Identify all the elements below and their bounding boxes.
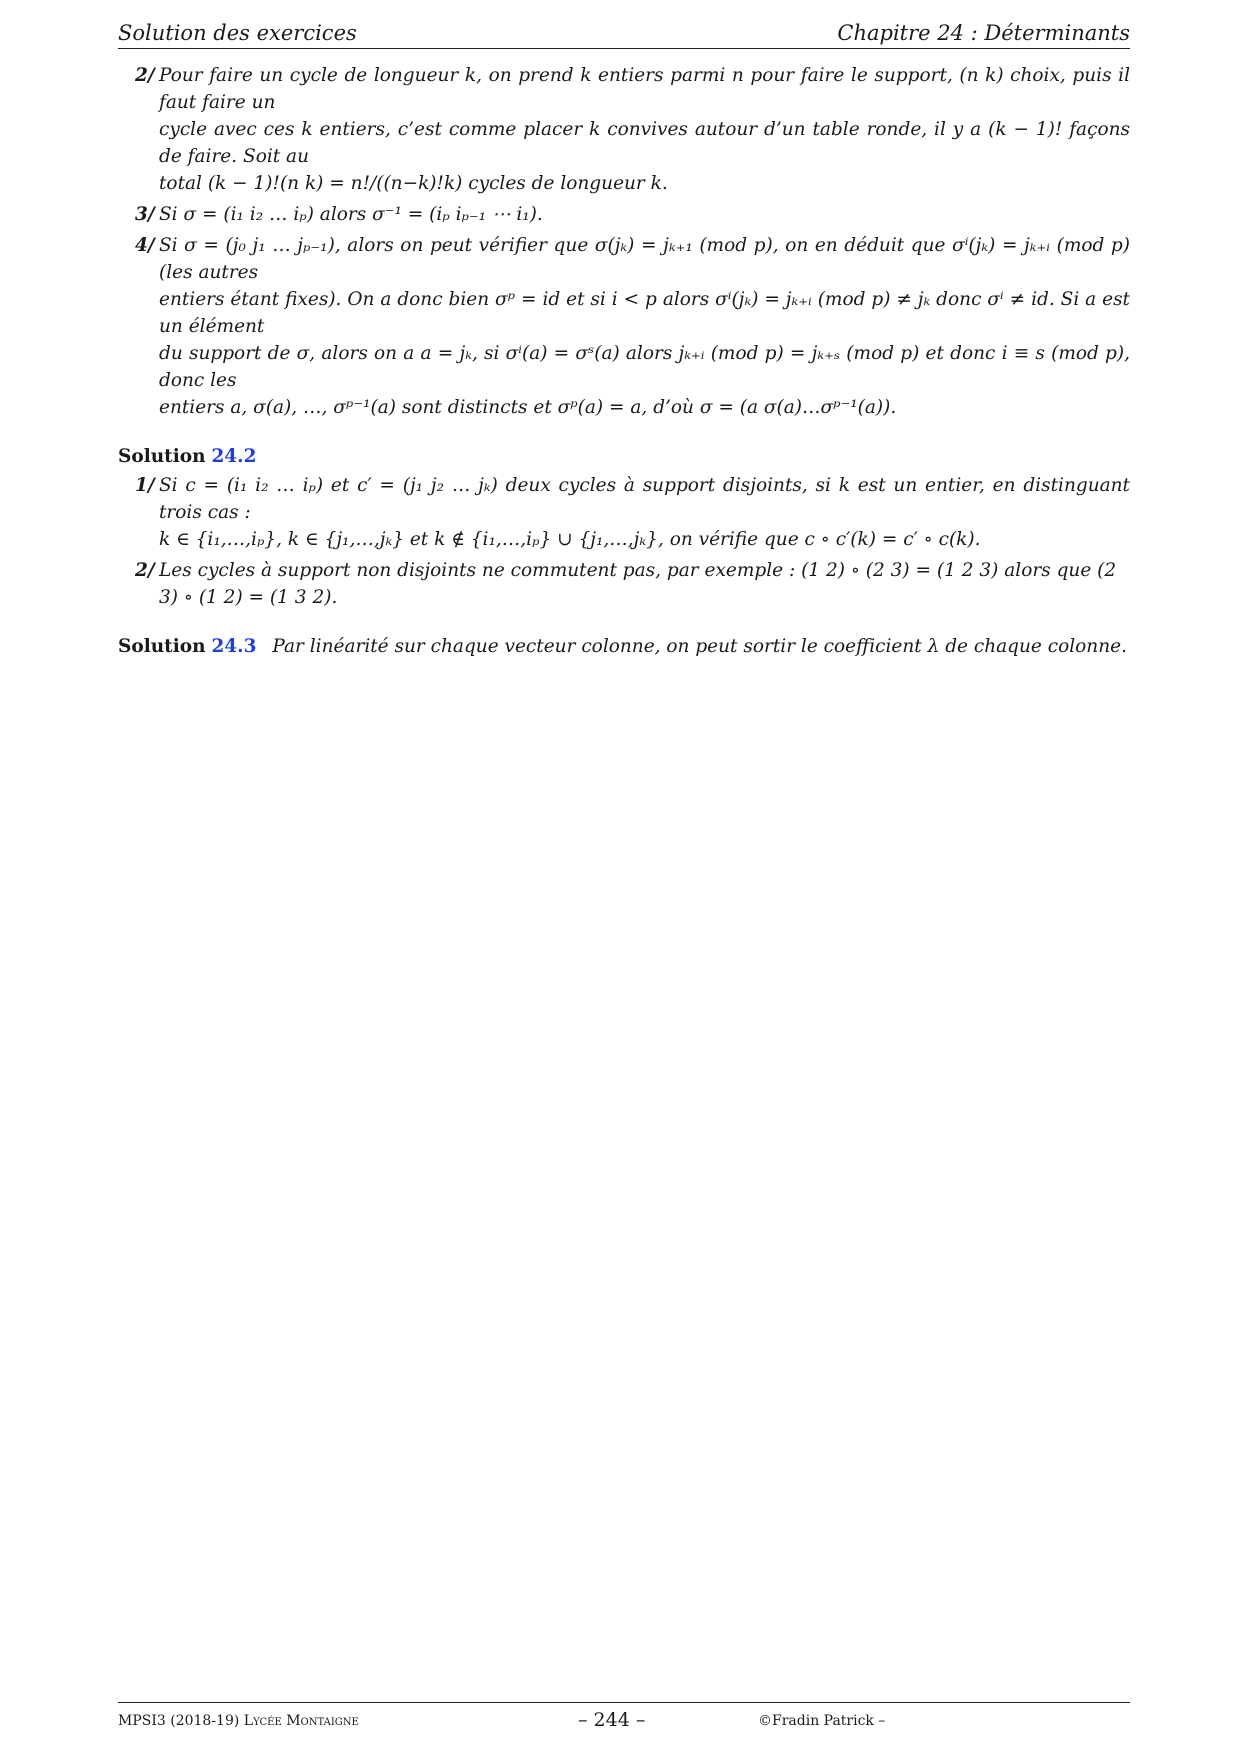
answer-item [118,557,1130,611]
answer-line: Les cycles à support non disjoints ne commutent pas, par exemple : (1 2) ∘ (2 3) = (1 2 3) alors que (2 3) ∘ (1 2) = (1 3 2). [159,560,1117,608]
answer-item [118,201,1130,228]
answer-text [159,232,1130,421]
answer-text [159,62,1130,197]
solution-heading [118,633,1130,660]
answer-number: 3/ [135,204,155,225]
page-header [118,18,1130,49]
solution-heading [118,443,1130,470]
answer-number: 4/ [135,235,155,256]
solution-ref-link[interactable]: 24.3 [211,636,257,657]
page-number: – 244 – [578,1709,646,1731]
answer-line: entiers a, σ(a), …, σᵖ⁻¹(a) sont distincts et σᵖ(a) = a, d’où σ = (a σ(a)…σᵖ⁻¹(a)). [159,397,897,418]
solution-text: Par linéarité sur chaque vecteur colonne, on peut sortir le coefficient λ de chaque colonne. [272,636,1127,657]
answer-item [118,62,1130,197]
answer-item [118,232,1130,421]
solution-label: Solution [118,636,206,657]
answer-text [159,201,1130,228]
header-section-title: Solution des exercices [118,21,357,45]
answer-number: 1/ [135,475,155,496]
answer-number: 2/ [135,65,155,86]
footer-author: ©Fradin Patrick – [758,1713,886,1729]
answer-line: Si c = (i₁ i₂ … iₚ) et c′ = (j₁ j₂ … jₖ) deux cycles à support disjoints, si k est un entier, en distinguant trois cas : [159,475,1130,523]
header-chapter-title: Chapitre 24 : Déterminants [837,21,1130,45]
page-content [118,62,1130,662]
answer-number: 2/ [135,560,155,581]
answer-line: k ∈ {i₁,…,iₚ}, k ∈ {j₁,…,jₖ} et k ∉ {i₁,…,iₚ} ∪ {j₁,…,jₖ}, on vérifie que c ∘ c′(k) = c′ ∘ c(k). [159,529,981,550]
solution-ref-link[interactable]: 24.2 [211,446,257,467]
answer-line: total (k − 1)!(n k) = n!/((n−k)!k) cycles de longueur k. [159,173,668,194]
page-footer [118,1702,1130,1741]
answer-line: Si σ = (j₀ j₁ … jₚ₋₁), alors on peut vérifier que σ(jₖ) = jₖ₊₁ (mod p), on en déduit que σⁱ(jₖ) = jₖ₊ᵢ (mod p) (les autres [159,235,1130,283]
answer-line: entiers étant fixes). On a donc bien σᵖ = id et si i < p alors σⁱ(jₖ) = jₖ₊ᵢ (mod p) ≠ jₖ donc σⁱ ≠ id. Si a est un élément [159,289,1130,337]
solution-label: Solution [118,446,206,467]
answer-text [159,472,1130,553]
answer-line: du support de σ, alors on a a = jₖ, si σⁱ(a) = σˢ(a) alors jₖ₊ᵢ (mod p) = jₖ₊ₛ (mod p) et donc i ≡ s (mod p), donc les [159,343,1130,391]
answer-line: Si σ = (i₁ i₂ … iₚ) alors σ⁻¹ = (iₚ iₚ₋₁ ⋯ i₁). [159,204,543,225]
footer-class-info: MPSI3 (2018-19) Lycée Montaigne [118,1713,359,1729]
answer-text [159,557,1130,611]
answer-line: cycle avec ces k entiers, c’est comme placer k convives autour d’un table ronde, il y a (k − 1)! façons de faire. Soit au [159,119,1130,167]
answer-line: Pour faire un cycle de longueur k, on prend k entiers parmi n pour faire le support, (n k) choix, puis il faut faire un [159,65,1130,113]
answer-item [118,472,1130,553]
